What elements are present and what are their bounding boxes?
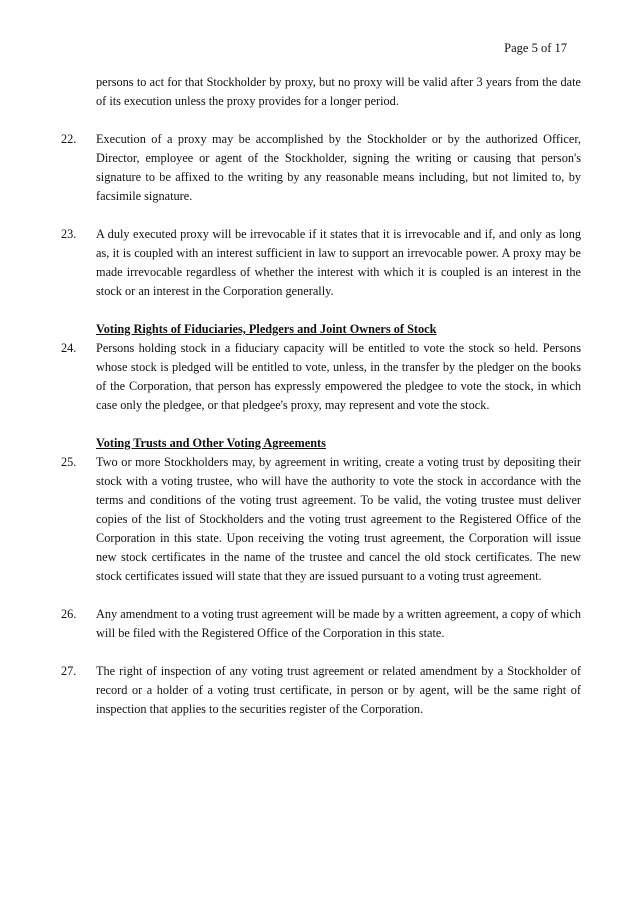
section-number: 25.: [61, 455, 77, 469]
section-text: Two or more Stockholders may, by agreement in writing, create a voting trust by depositing their stock with a voting trustee, who will have the authority to vote the stock in accordance with the terms and conditions of the voting trust agreement. To be valid, the voting trustee must deliver copies of the list of Stockholders and the voting trust agreement to the Registered Office of the Corporation in this state. Upon receiving the voting trust agreement, the Corporation will issue new stock certificates in the name of the trustee and cancel the old stock certificates. The new stock certificates issued will state that they are issued pursuant to a voting trust agreement.: [96, 455, 581, 583]
paragraph-text: persons to act for that Stockholder by proxy, but no proxy will be valid after 3 years from the date of its execution unless the proxy provides for a longer period.: [96, 75, 581, 108]
heading-voting-trusts: Voting Trusts and Other Voting Agreements: [96, 436, 326, 450]
page-number: Page 5 of 17: [504, 41, 567, 55]
section-text: Persons holding stock in a fiduciary capacity will be entitled to vote the stock so held. Persons whose stock is pledged will be entitled to vote, unless, in the transfer by the pledger on the books of the Corporation, that person has expressly empowered the pledgee to vote the stock, in which case only the pledgee, or that pledgee's proxy, may represent and vote the stock.: [96, 341, 581, 412]
section-number: 23.: [61, 227, 77, 241]
section-22: [61, 130, 581, 206]
section-23: [61, 225, 581, 301]
section-text: The right of inspection of any voting trust agreement or related amendment by a Stockholder of record or a holder of a voting trust certificate, in person or by agent, will be the same right of inspection that applies to the securities register of the Corporation.: [96, 664, 581, 716]
section-25: [61, 453, 581, 586]
section-number: 27.: [61, 664, 77, 678]
section-26: [61, 605, 581, 643]
section-24: [61, 339, 581, 415]
paragraph-continuation: [61, 73, 581, 111]
section-text: A duly executed proxy will be irrevocable if it states that it is irrevocable and if, and only as long as, it is coupled with an interest sufficient in law to support an irrevocable power. A proxy may be made irrevocable regardless of whether the interest with which it is coupled is an interest in the stock or an interest in the Corporation generally.: [96, 227, 581, 298]
section-text: Any amendment to a voting trust agreement will be made by a written agreement, a copy of which will be filed with the Registered Office of the Corporation in this state.: [96, 607, 581, 640]
section-27: [61, 662, 581, 719]
section-text: Execution of a proxy may be accomplished by the Stockholder or by the authorized Officer, Director, employee or agent of the Stockholder, signing the writing or causing that person's signature to be affixed to the writing by any reasonable means including, but not limited to, by facsimile signature.: [96, 132, 581, 203]
heading-voting-rights-fiduciaries: Voting Rights of Fiduciaries, Pledgers and Joint Owners of Stock: [96, 322, 437, 336]
section-number: 26.: [61, 607, 77, 621]
document-body: [61, 73, 581, 719]
section-number: 22.: [61, 132, 77, 146]
section-number: 24.: [61, 341, 77, 355]
